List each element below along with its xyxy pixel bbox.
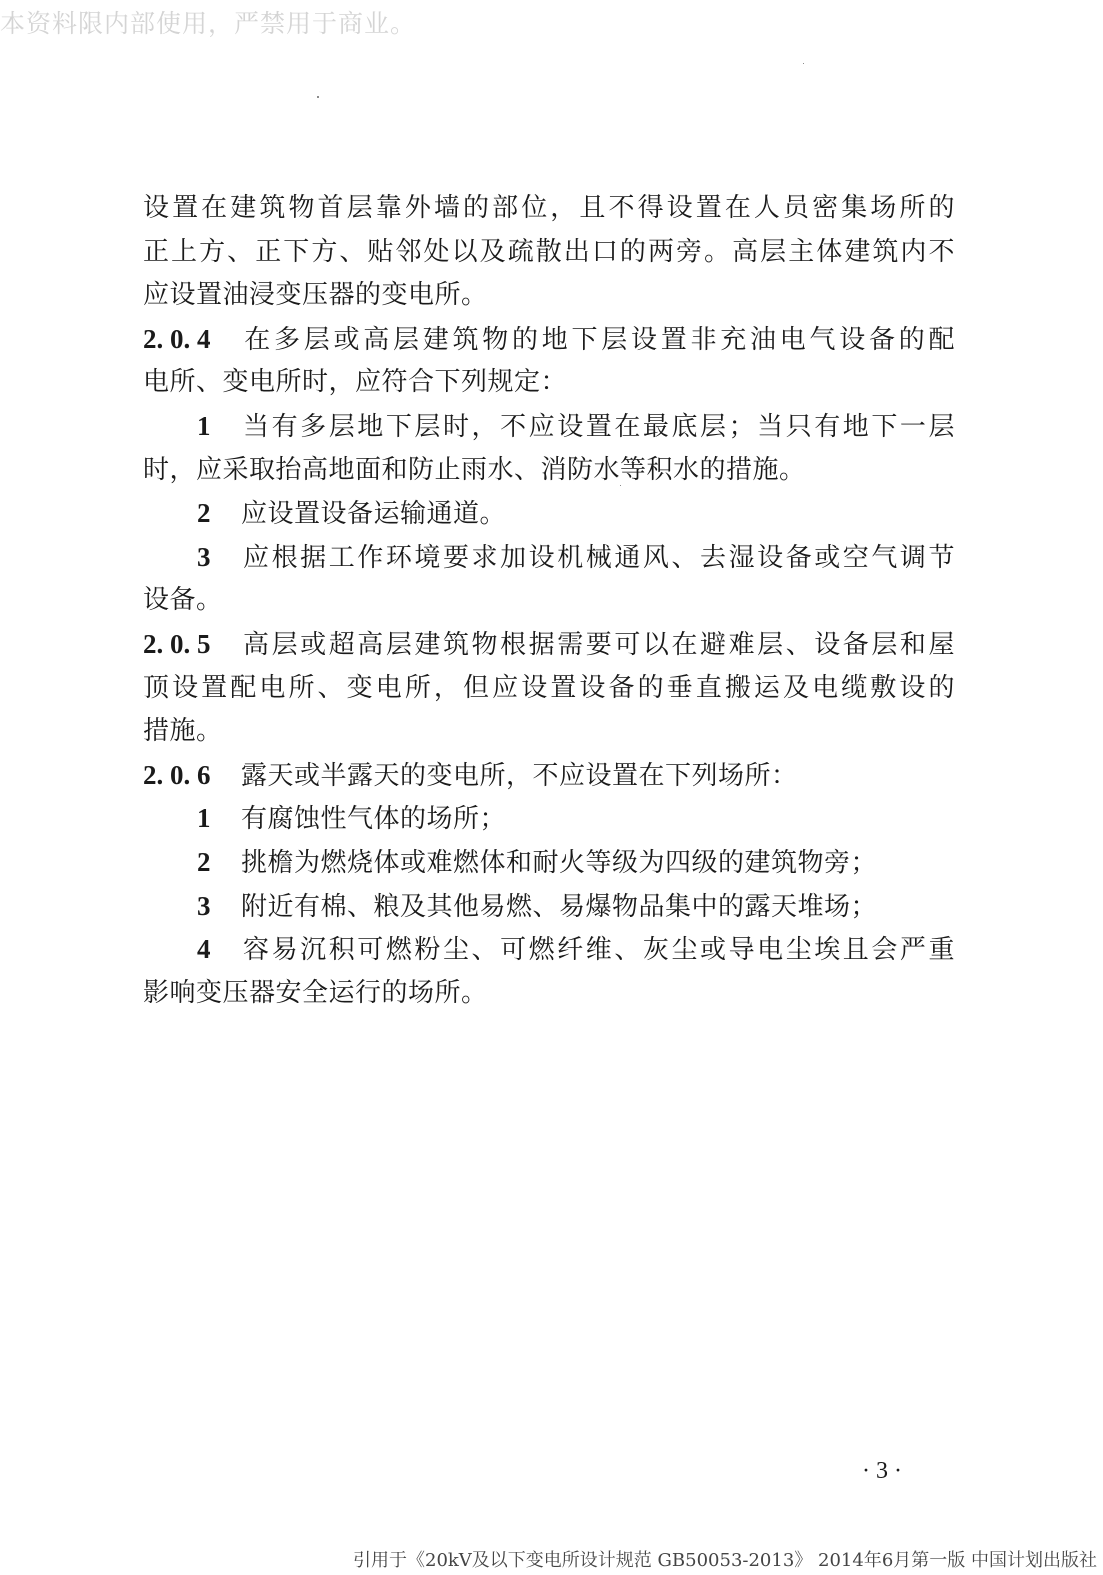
item-number: 1 (197, 803, 211, 834)
body-line: 正上方、正下方、贴邻处以及疏散出口的两旁。高层主体建筑内不 (143, 236, 955, 267)
item-number: 3 (197, 890, 211, 921)
list-item (143, 841, 955, 885)
body-line: 影响变压器安全运行的场所。 (143, 977, 488, 1008)
item-text: 挑檐为燃烧体或难燃体和耐火等级为四级的建筑物旁； (241, 847, 878, 878)
body-line: 设备。 (143, 585, 223, 616)
item-number: 1 (197, 410, 211, 441)
item-number: 2 (197, 846, 211, 877)
item-text: 应根据工作环境要求加设机械通风、去湿设备或空气调节 (241, 542, 955, 573)
clause-number: 2. 0. 4 (143, 323, 211, 354)
item-text: 容易沉积可燃粉尘、可燃纤维、灰尘或导电尘埃且会严重 (241, 935, 955, 966)
item-number: 4 (197, 934, 211, 965)
body-line: 应设置油浸变压器的变电所。 (143, 280, 488, 311)
clause-2-0-4 (143, 318, 955, 362)
body-line: 措施。 (143, 716, 223, 747)
clause-number: 2. 0. 5 (143, 628, 211, 659)
clause-2-0-5 (143, 623, 955, 667)
item-number: 2 (197, 498, 211, 529)
clause-2-0-6 (143, 754, 955, 798)
list-item (143, 536, 955, 580)
clause-text: 露天或半露天的变电所，不应设置在下列场所： (241, 760, 798, 791)
document-body (143, 187, 955, 1015)
scan-speck (803, 63, 804, 64)
scan-speck (317, 96, 319, 98)
body-line: 时，应采取抬高地面和防止雨水、消防水等积水的措施。 (143, 454, 806, 485)
list-item (143, 885, 955, 929)
clause-text: 高层或超高层建筑物根据需要可以在避难层、设备层和屋 (241, 629, 955, 660)
watermark-text: 本资料限内部使用，严禁用于商业。 (0, 9, 417, 38)
body-line: 顶设置配电所、变电所，但应设置设备的垂直搬运及电缆敷设的 (143, 672, 955, 703)
page-number: · 3 · (862, 1458, 902, 1484)
list-item (143, 492, 955, 536)
footer-citation: 引用于《20kV及以下变电所设计规范 GB50053-2013》 2014年6月第一版 中国计划出版社 (353, 1550, 1097, 1571)
body-line: 设置在建筑物首层靠外墙的部位，且不得设置在人员密集场所的 (143, 193, 955, 223)
item-number: 3 (197, 541, 211, 572)
item-text: 附近有棉、粮及其他易燃、易爆物品集中的露天堆场； (241, 891, 878, 922)
list-item (143, 928, 955, 972)
body-line: 电所、变电所时，应符合下列规定： (143, 367, 568, 398)
item-text: 当有多层地下层时，不应设置在最底层；当只有地下一层 (241, 411, 955, 442)
item-text: 有腐蚀性气体的场所； (241, 804, 507, 835)
list-item (143, 797, 955, 841)
item-text: 应设置设备运输通道。 (241, 499, 507, 530)
list-item (143, 405, 955, 449)
clause-number: 2. 0. 6 (143, 759, 211, 790)
clause-text: 在多层或高层建筑物的地下层设置非充油电气设备的配 (241, 324, 955, 355)
